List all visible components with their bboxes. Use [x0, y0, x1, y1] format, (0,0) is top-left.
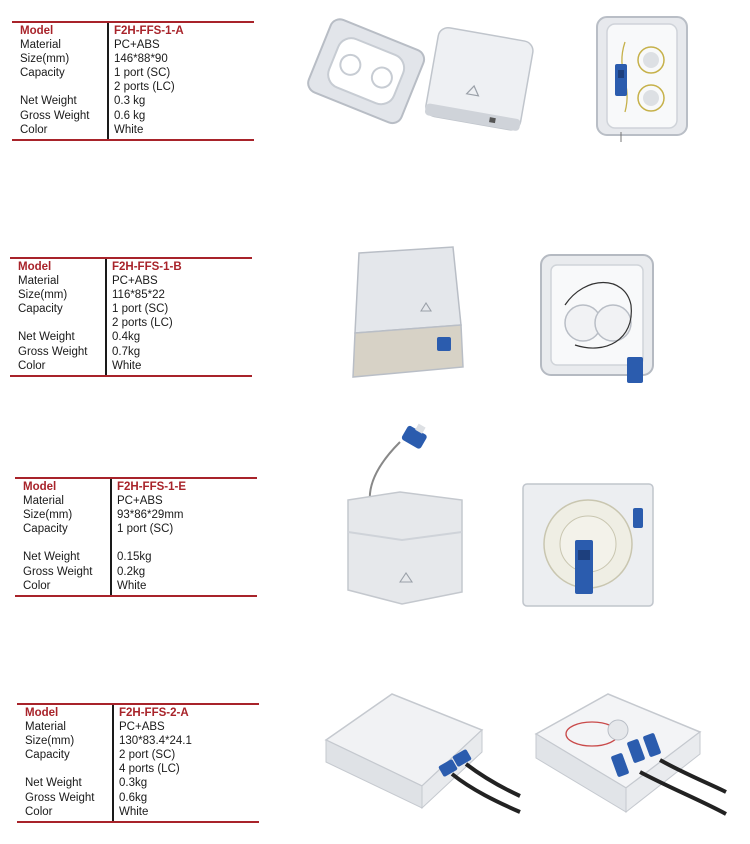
- product-photo-f2h-ffs-1-b-open: [535, 245, 660, 390]
- spec-row-capacity-extra: 4 ports (LC): [119, 763, 180, 776]
- spec-row-capacity-extra: 2 ports (LC): [112, 317, 173, 330]
- spec-table-f2h-ffs-1-a: [12, 21, 254, 141]
- spec-row-net-weight: Net Weight 0.3kg: [25, 777, 148, 790]
- product-photo-f2h-ffs-1-a-inside: [585, 12, 700, 142]
- spec-row-capacity-extra: 2 ports (LC): [114, 81, 175, 94]
- spec-table-f2h-ffs-1-b: [10, 257, 252, 377]
- spec-row-material: Material PC+ABS: [23, 495, 163, 508]
- spec-row-size: Size(mm) 130*83.4*24.1: [25, 735, 192, 748]
- spec-row-net-weight: Net Weight 0.15kg: [23, 551, 152, 564]
- spec-row-color: Color White: [18, 359, 142, 372]
- product-photo-f2h-ffs-2-a-closed: [322, 690, 522, 825]
- spec-table-bottom-rule: [12, 139, 254, 141]
- spec-row-gross-weight: Gross Weight 0.7kg: [18, 345, 141, 358]
- spec-row-gross-weight: Gross Weight 0.2kg: [23, 565, 146, 578]
- spec-row-capacity: Capacity 1 port (SC): [20, 67, 171, 80]
- spec-row-capacity: Capacity 1 port (SC): [23, 523, 174, 536]
- spec-row-color: Color White: [25, 805, 149, 818]
- spec-table-f2h-ffs-2-a: [17, 703, 259, 823]
- product-photo-f2h-ffs-1-b-closed: [345, 245, 470, 385]
- product-photo-f2h-ffs-2-a-open: [530, 688, 730, 828]
- spec-row-capacity: Capacity 2 port (SC): [25, 749, 176, 762]
- spec-row-material: Material PC+ABS: [20, 39, 160, 52]
- spec-table-bottom-rule: [17, 821, 259, 823]
- spec-row-net-weight: Net Weight 0.4kg: [18, 331, 141, 344]
- spec-row-size: Size(mm) 93*86*29mm: [23, 509, 184, 522]
- product-photo-f2h-ffs-1-e-closed: [340, 422, 470, 607]
- spec-row-capacity-extra: [15, 536, 257, 550]
- product-photo-f2h-ffs-1-e-open: [515, 478, 660, 613]
- spec-row-model: Model F2H-FFS-1-A: [20, 25, 184, 37]
- spec-table-bottom-rule: [10, 375, 252, 377]
- spec-row-gross-weight: Gross Weight 0.6 kg: [20, 109, 146, 122]
- spec-row-net-weight: Net Weight 0.3 kg: [20, 95, 146, 108]
- spec-row-model: Model F2H-FFS-2-A: [25, 707, 189, 719]
- product-photo-f2h-ffs-1-a-frame-and-lid: [300, 12, 535, 137]
- spec-table-f2h-ffs-1-e: [15, 477, 257, 597]
- spec-row-model: Model F2H-FFS-1-B: [18, 261, 182, 273]
- spec-row-size: Size(mm) 146*88*90: [20, 53, 168, 66]
- spec-row-capacity: Capacity 1 port (SC): [18, 303, 169, 316]
- spec-row-model: Model F2H-FFS-1-E: [23, 481, 186, 493]
- spec-row-gross-weight: Gross Weight 0.6kg: [25, 791, 148, 804]
- spec-row-size: Size(mm) 116*85*22: [18, 289, 165, 302]
- spec-row-color: Color White: [20, 123, 144, 136]
- spec-row-color: Color White: [23, 579, 147, 592]
- spec-row-material: Material PC+ABS: [25, 721, 165, 734]
- spec-row-material: Material PC+ABS: [18, 275, 158, 288]
- spec-table-bottom-rule: [15, 595, 257, 597]
